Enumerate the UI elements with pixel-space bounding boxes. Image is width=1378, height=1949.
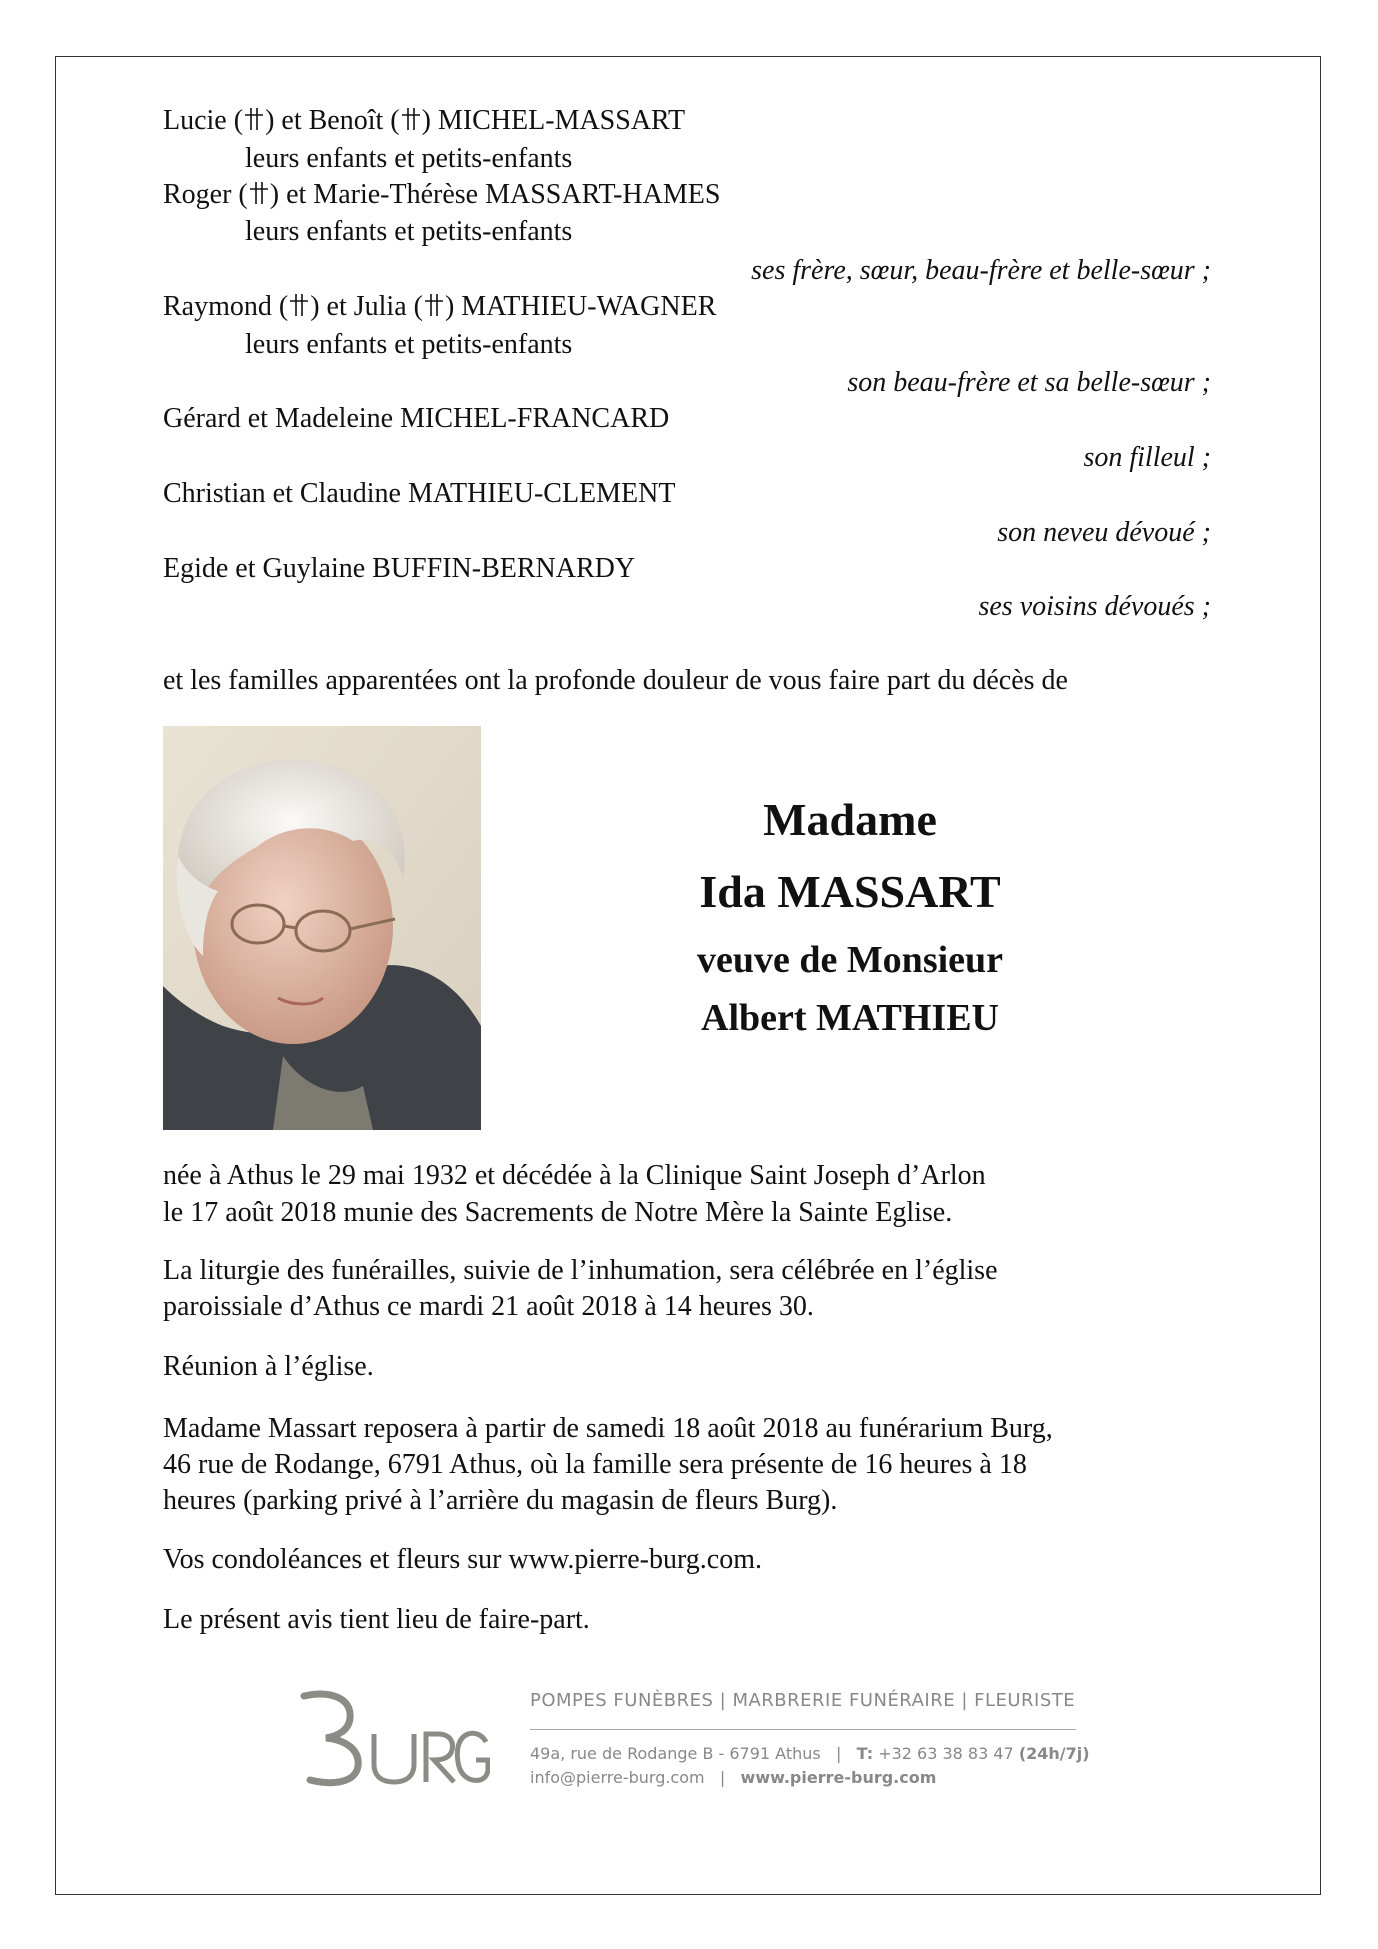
footer-address: 49a, rue de Rodange B - 6791 Athus bbox=[530, 1744, 821, 1763]
family-line-3 bbox=[163, 178, 720, 212]
footer-contact-line bbox=[530, 1744, 1090, 1763]
footer-web-line bbox=[530, 1768, 936, 1787]
cross-icon bbox=[423, 293, 445, 317]
footer-email[interactable]: info@pierre-burg.com bbox=[530, 1768, 705, 1787]
cross-icon bbox=[288, 293, 310, 317]
family-line-7: Gérard et Madeleine MICHEL-FRANCARD bbox=[163, 403, 670, 434]
meeting: Réunion à l’église. bbox=[163, 1351, 374, 1382]
family-line-4: leurs enfants et petits-enfants bbox=[245, 216, 573, 247]
burg-logo bbox=[290, 1682, 490, 1787]
text-segment: Lucie ( bbox=[163, 105, 244, 136]
text-segment: ) MICHEL-MASSART bbox=[421, 105, 686, 136]
footer-phone[interactable]: +32 63 38 83 47 bbox=[878, 1744, 1014, 1763]
relation-4: son neveu dévoué ; bbox=[997, 517, 1211, 548]
family-line-9: Egide et Guylaine BUFFIN-BERNARDY bbox=[163, 553, 636, 584]
rest-line-1: Madame Massart reposera à partir de samedi 18 août 2018 au funérarium Burg, bbox=[163, 1413, 1053, 1444]
birth-line-2: le 17 août 2018 munie des Sacrements de Notre Mère la Sainte Eglise. bbox=[163, 1197, 953, 1228]
relation-2: son beau-frère et sa belle-sœur ; bbox=[847, 367, 1211, 398]
condolences: Vos condoléances et fleurs sur www.pierre-burg.com. bbox=[163, 1544, 762, 1575]
liturgy-line-1: La liturgie des funérailles, suivie de l’inhumation, sera célébrée en l’église bbox=[163, 1255, 998, 1286]
text-segment: Raymond ( bbox=[163, 291, 289, 322]
text-segment: ) MATHIEU-WAGNER bbox=[444, 291, 717, 322]
footer-website[interactable]: www.pierre-burg.com bbox=[740, 1768, 937, 1787]
cross-icon bbox=[400, 107, 422, 131]
relation-1: ses frère, sœur, beau-frère et belle-sœur ; bbox=[751, 255, 1211, 286]
text-segment: ) et Benoît ( bbox=[265, 105, 400, 136]
family-line-5 bbox=[163, 290, 716, 324]
liturgy-line-2: paroissiale d’Athus ce mardi 21 août 2018 à 14 heures 30. bbox=[163, 1291, 814, 1322]
separator: | bbox=[825, 1744, 852, 1763]
relation-5: ses voisins dévoués ; bbox=[978, 591, 1211, 622]
family-line-2: leurs enfants et petits-enfants bbox=[245, 143, 573, 174]
cross-icon bbox=[243, 107, 265, 131]
relation-3: son filleul ; bbox=[1083, 442, 1211, 473]
cross-icon bbox=[248, 181, 270, 205]
rest-line-2: 46 rue de Rodange, 6791 Athus, où la famille sera présente de 16 heures à 18 bbox=[163, 1449, 1027, 1480]
notice: Le présent avis tient lieu de faire-part. bbox=[163, 1604, 590, 1635]
deceased-title: Madame bbox=[763, 794, 937, 845]
text-segment: ) et Marie-Thérèse MASSART-HAMES bbox=[269, 179, 721, 210]
text-segment: ) et Julia ( bbox=[310, 291, 423, 322]
separator: | bbox=[709, 1768, 736, 1787]
family-line-6: leurs enfants et petits-enfants bbox=[245, 329, 573, 360]
portrait-photo bbox=[163, 726, 481, 1130]
footer-divider bbox=[530, 1729, 1076, 1730]
phone-label: T: bbox=[856, 1744, 874, 1763]
phone-hours: (24h/7j) bbox=[1018, 1744, 1090, 1763]
deceased-name: Ida MASSART bbox=[699, 866, 1001, 917]
footer-services: POMPES FUNÈBRES | MARBRERIE FUNÉRAIRE | FLEURISTE bbox=[530, 1690, 1076, 1711]
spouse-name: Albert MATHIEU bbox=[701, 997, 999, 1039]
family-line-8: Christian et Claudine MATHIEU-CLEMENT bbox=[163, 478, 676, 509]
family-line-1 bbox=[163, 104, 685, 138]
text-segment: Roger ( bbox=[163, 179, 248, 210]
birth-line-1: née à Athus le 29 mai 1932 et décédée à la Clinique Saint Joseph d’Arlon bbox=[163, 1160, 986, 1191]
rest-line-3: heures (parking privé à l’arrière du magasin de fleurs Burg). bbox=[163, 1485, 838, 1516]
widow-of: veuve de Monsieur bbox=[696, 939, 1004, 981]
announcement: et les familles apparentées ont la profonde douleur de vous faire part du décès de bbox=[163, 665, 1068, 696]
